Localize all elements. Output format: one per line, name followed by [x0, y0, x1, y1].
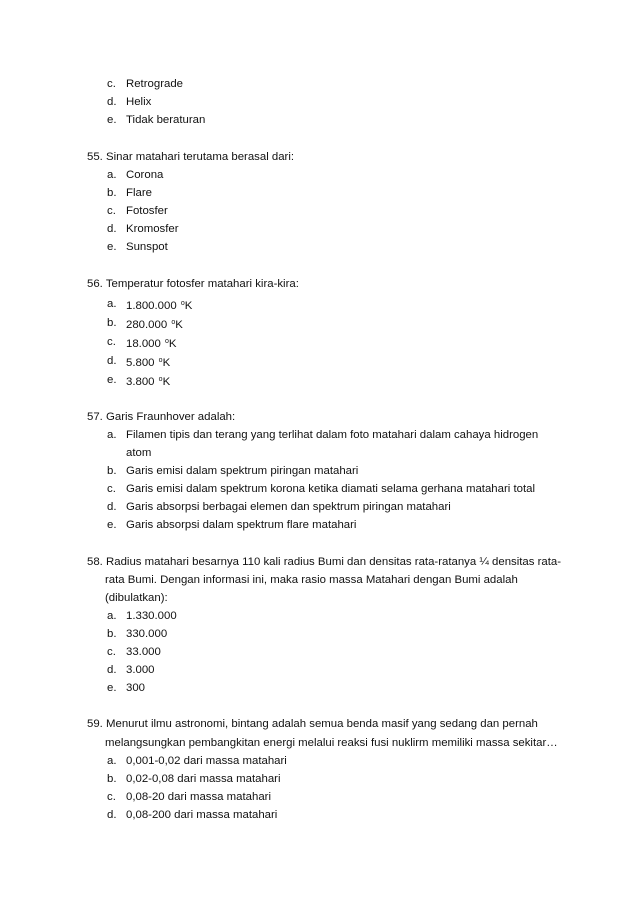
option-letter: e. — [107, 519, 117, 531]
option-letter: a. — [107, 610, 117, 622]
option-text — [126, 316, 183, 332]
option-text: Sunspot — [126, 241, 168, 253]
option-letter: b. — [107, 773, 117, 785]
question-stem — [87, 555, 561, 569]
question-stem-line — [105, 736, 558, 750]
option-text: Garis emisi dalam spektrum piringan matahari — [126, 465, 359, 477]
question-stem — [87, 277, 299, 291]
question-stem — [87, 717, 538, 731]
option-text: Retrograde — [126, 78, 183, 90]
option-letter: d. — [107, 809, 117, 821]
option-letter: d. — [107, 96, 117, 108]
question-stem — [87, 410, 235, 424]
option-text: 33.000 — [126, 646, 161, 658]
question-stem-line — [105, 573, 518, 587]
degree-symbol: o — [158, 357, 163, 364]
option-text: Corona — [126, 169, 164, 181]
option-letter: d. — [107, 223, 117, 235]
option-letter: b. — [107, 628, 117, 640]
question-text: Radius matahari besarnya 110 kali radius Bumi dan densitas rata-ratanya ¼ densitas rata- — [106, 556, 562, 568]
option-letter: c. — [107, 205, 116, 217]
unit: K — [184, 300, 193, 312]
option-text: 0,08-20 dari massa matahari — [126, 791, 271, 803]
option-letter: c. — [107, 78, 116, 90]
option-text: 0,001-0,02 dari massa matahari — [126, 755, 287, 767]
question-text: Garis Fraunhover adalah: — [106, 411, 236, 423]
option-letter: a. — [107, 169, 117, 181]
option-text: 1.330.000 — [126, 610, 177, 622]
option-text: Kromosfer — [126, 223, 179, 235]
option-letter: b. — [107, 187, 117, 199]
option-value: 5.800 — [126, 357, 158, 369]
option-continuation — [126, 446, 151, 460]
option-letter: c. — [107, 483, 116, 495]
option-text: Helix — [126, 96, 152, 108]
option-letter: c. — [107, 336, 116, 348]
option-text: Garis absorpsi berbagai elemen dan spektrum piringan matahari — [126, 501, 451, 513]
option-text — [126, 373, 170, 389]
option-letter: c. — [107, 791, 116, 803]
option-text: 330.000 — [126, 628, 168, 640]
question-stem — [87, 150, 294, 164]
option-letter: d. — [107, 664, 117, 676]
option-value: 3.800 — [126, 376, 158, 388]
option-text: Garis emisi dalam spektrum korona ketika diamati selama gerhana matahari total — [126, 483, 535, 495]
question-number: 56. — [87, 278, 103, 290]
unit: K — [162, 357, 171, 369]
option-text: Tidak beraturan — [126, 114, 206, 126]
option-text: 0,08-200 dari massa matahari — [126, 809, 278, 821]
option-letter: a. — [107, 298, 117, 310]
option-letter: e. — [107, 682, 117, 694]
question-text: rata Bumi. Dengan informasi ini, maka rasio massa Matahari dengan Bumi adalah — [105, 574, 518, 586]
question-text: Sinar matahari terutama berasal dari: — [106, 151, 295, 163]
question-number: 59. — [87, 718, 103, 730]
unit: K — [162, 376, 171, 388]
option-text: 0,02-0,08 dari massa matahari — [126, 773, 281, 785]
question-text: melangsungkan pembangkitan energi melalui reaksi fusi nuklirm memiliki massa sekitar… — [105, 737, 558, 749]
question-number: 58. — [87, 556, 103, 568]
unit: K — [175, 319, 183, 331]
option-letter: b. — [107, 317, 117, 329]
option-text — [126, 335, 177, 351]
option-letter: a. — [107, 755, 117, 767]
option-letter: c. — [107, 646, 116, 658]
unit: K — [168, 338, 177, 350]
option-letter: e. — [107, 114, 117, 126]
question-text: Temperatur fotosfer matahari kira-kira: — [105, 278, 299, 290]
degree-symbol: o — [180, 300, 185, 307]
option-text — [126, 354, 170, 370]
option-text — [126, 297, 192, 313]
option-letter: e. — [107, 374, 117, 386]
degree-symbol: o — [171, 319, 176, 326]
option-letter: d. — [107, 355, 117, 367]
option-letter: e. — [107, 241, 117, 253]
option-text-continued: atom — [126, 447, 152, 459]
option-text: Filamen tipis dan terang yang terlihat dalam foto matahari dalam cahaya hidrogen — [126, 429, 539, 441]
option-value: 1.800.000 — [126, 300, 180, 312]
degree-symbol: o — [165, 338, 169, 345]
question-text: Menurut ilmu astronomi, bintang adalah semua benda masif yang sedang dan pernah — [106, 718, 538, 730]
option-letter: b. — [107, 465, 117, 477]
option-text: 3.000 — [126, 664, 155, 676]
option-text: 300 — [126, 682, 146, 694]
degree-symbol: o — [158, 376, 163, 383]
question-number: 55. — [87, 151, 103, 163]
option-letter: a. — [107, 429, 117, 441]
question-number: 57. — [87, 411, 103, 423]
question-stem-line — [105, 591, 168, 605]
option-text: Garis absorpsi dalam spektrum flare matahari — [126, 519, 357, 531]
question-text: (dibulatkan): — [105, 592, 168, 604]
option-value: 280.000 — [126, 319, 171, 331]
option-value: 18.000 — [126, 338, 165, 350]
option-text: Flare — [126, 187, 152, 199]
option-letter: d. — [107, 501, 117, 513]
option-text: Fotosfer — [126, 205, 168, 217]
